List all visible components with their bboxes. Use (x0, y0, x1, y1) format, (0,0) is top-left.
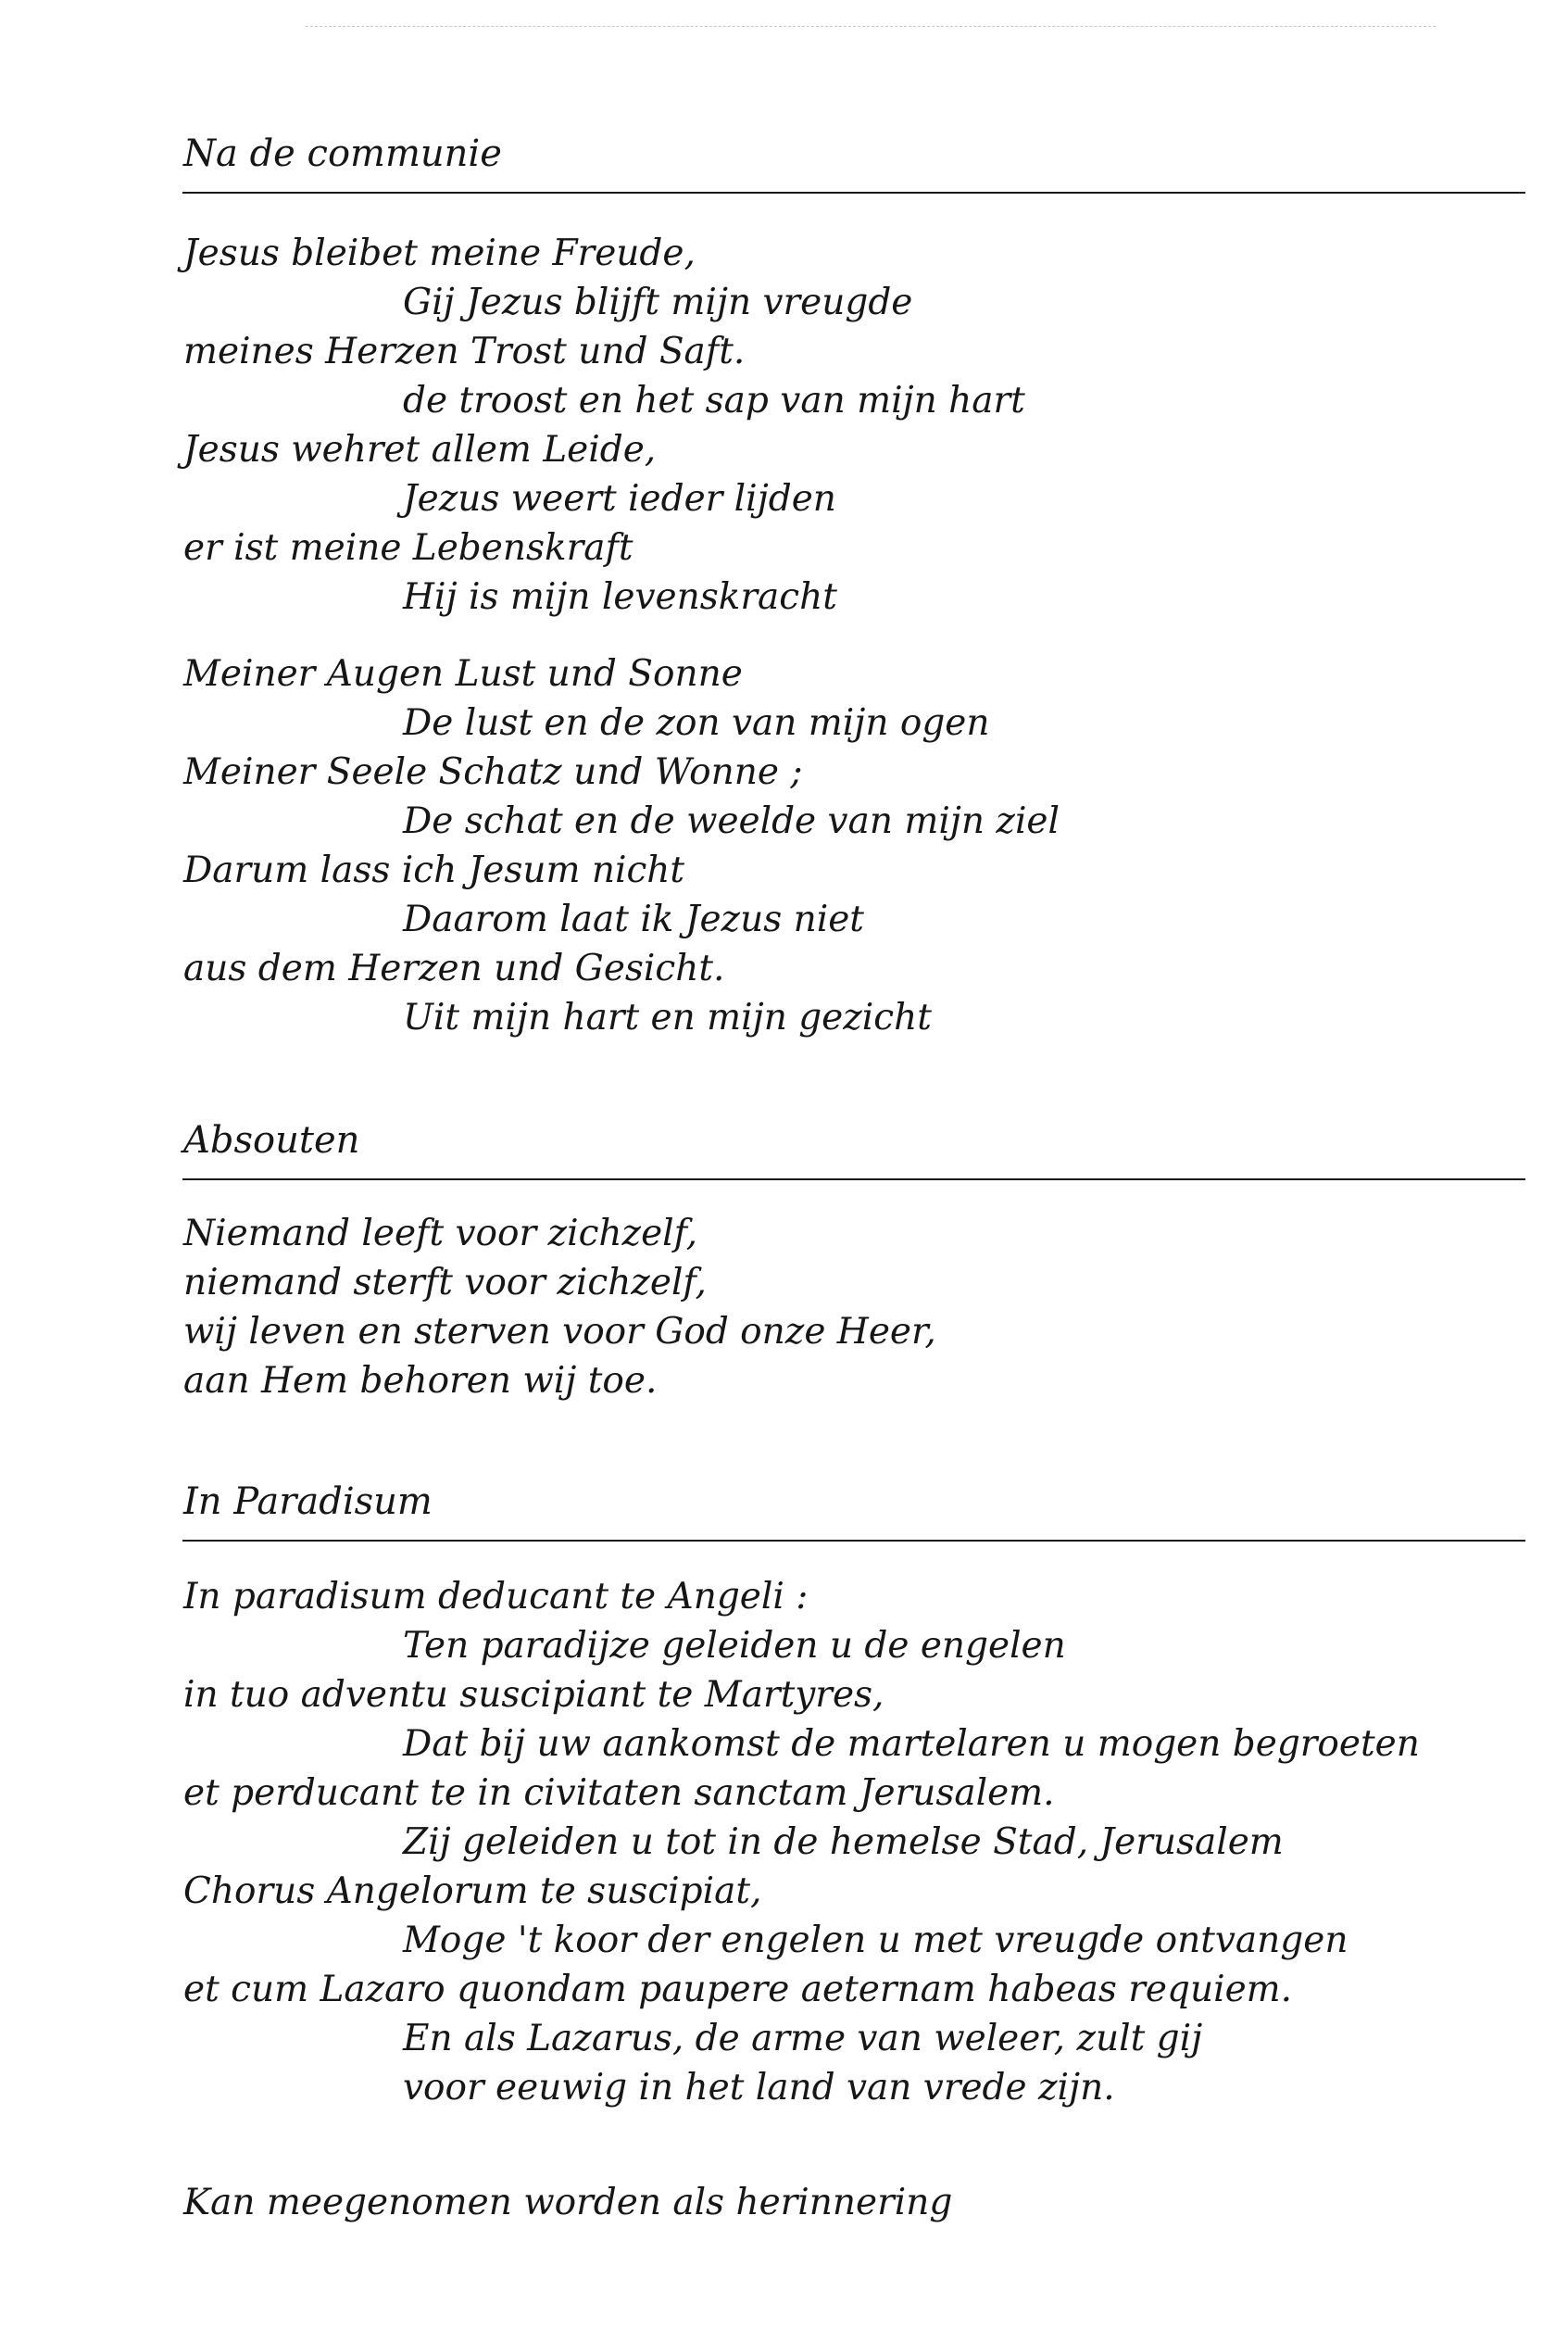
verse-line-translation: de troost en het sap van mijn hart (403, 380, 1025, 422)
verse-line: In paradisum deducant te Angeli : (183, 1576, 809, 1618)
footer-note: Kan meegenomen worden als herinnering (183, 2182, 953, 2223)
verse-line-translation: Gij Jezus blijft mijn vreugde (403, 282, 913, 323)
verse-line: Jesus wehret allem Leide, (183, 429, 657, 471)
verse-line-translation: Moge 't koor der engelen u met vreugde ontvangen (403, 1920, 1348, 1961)
verse-line: Jesus bleibet meine Freude, (183, 233, 696, 274)
verse-line-translation: Daarom laat ik Jezus niet (403, 899, 864, 940)
stanza-absouten (183, 1209, 936, 1405)
heading-rule (182, 192, 1525, 194)
verse-line: et cum Lazaro quondam paupere aeternam habeas requiem. (183, 1969, 1293, 2010)
scan-edge-line (306, 26, 1436, 27)
heading-absouten: Absouten (183, 1119, 360, 1162)
verse-line: aus dem Herzen und Gesicht. (183, 948, 725, 989)
verse-line: et perducant te in civitaten sanctam Jerusalem. (183, 1772, 1055, 1814)
verse-line-translation: voor eeuwig in het land van vrede zijn. (403, 2067, 1115, 2109)
verse-line: niemand sterft voor zichzelf, (183, 1262, 707, 1303)
verse-line: Meiner Seele Schatz und Wonne ; (183, 751, 803, 793)
verse-line: Chorus Angelorum te suscipiat, (183, 1870, 762, 1912)
heading-rule (182, 1540, 1525, 1542)
verse-line-translation: Dat bij uw aankomst de martelaren u mogen begroeten (403, 1723, 1420, 1765)
verse-line-translation: Jezus weert ieder lijden (403, 478, 836, 520)
verse-line-translation: Uit mijn hart en mijn gezicht (403, 997, 932, 1039)
verse-line: er ist meine Lebenskraft (183, 527, 633, 569)
verse-line: in tuo adventu suscipiant te Martyres, (183, 1674, 884, 1716)
heading-na-de-communie: Na de communie (183, 132, 502, 175)
stanza-communie-1 (183, 229, 1025, 622)
verse-line-translation: En als Lazarus, de arme van weleer, zult gij (403, 2018, 1203, 2059)
heading-in-paradisum: In Paradisum (183, 1480, 433, 1523)
verse-line: Niemand leeft voor zichzelf, (183, 1213, 698, 1254)
verse-line-translation: Ten paradijze geleiden u de engelen (403, 1625, 1066, 1667)
verse-line-translation: Hij is mijn levenskracht (403, 576, 837, 618)
heading-rule (182, 1178, 1525, 1180)
verse-line-translation: De lust en de zon van mijn ogen (403, 702, 990, 744)
stanza-communie-2 (183, 649, 1060, 1042)
verse-line: meines Herzen Trost und Saft. (183, 331, 746, 372)
verse-line: aan Hem behoren wij toe. (183, 1360, 658, 1402)
verse-line-translation: De schat en de weelde van mijn ziel (403, 800, 1060, 842)
verse-line: Meiner Augen Lust und Sonne (183, 653, 743, 695)
verse-line: wij leven en sterven voor God onze Heer, (183, 1311, 936, 1353)
verse-line-translation: Zij geleiden u tot in de hemelse Stad, Jerusalem (403, 1821, 1284, 1863)
verse-line: Darum lass ich Jesum nicht (183, 850, 685, 891)
stanza-in-paradisum (183, 1572, 1420, 2112)
